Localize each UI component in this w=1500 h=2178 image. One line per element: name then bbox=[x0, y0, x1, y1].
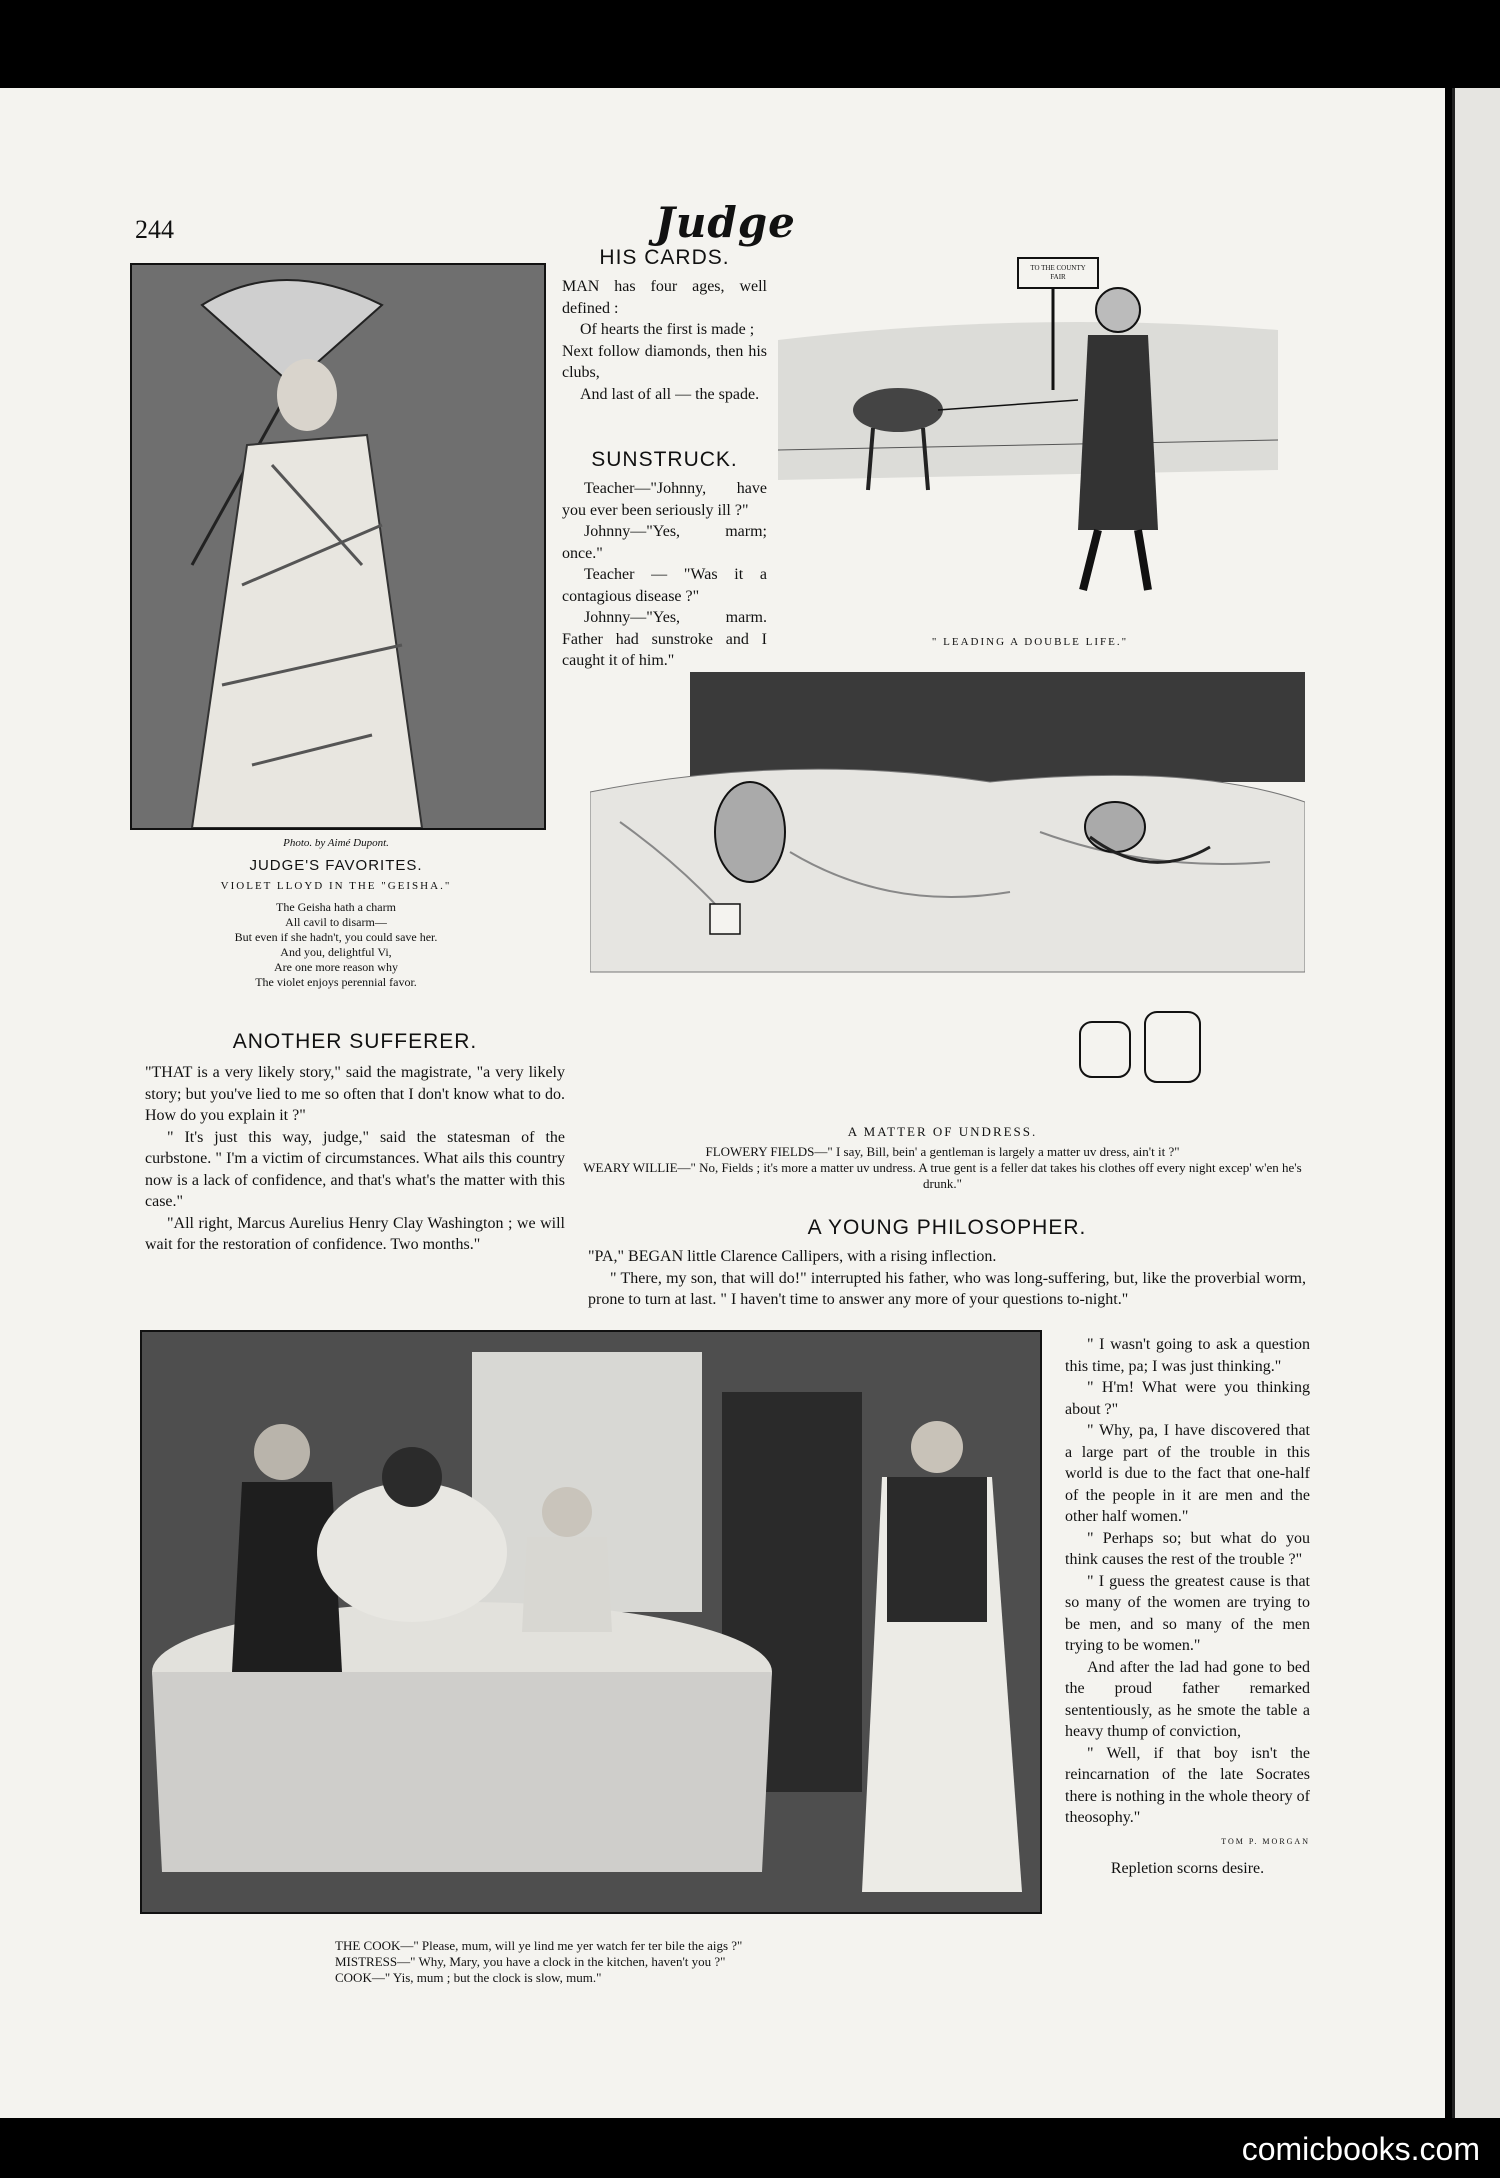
verse-line: All cavil to disarm— bbox=[285, 915, 387, 929]
geisha-illustration bbox=[132, 265, 544, 828]
dialogue-line: COOK—" Yis, mum ; but the clock is slow, mum." bbox=[335, 1970, 602, 1985]
paragraph: " I wasn't going to ask a question this time, pa; I was just thinking." bbox=[1065, 1336, 1310, 1375]
philosopher-intro bbox=[588, 1246, 1306, 1311]
violet-verse bbox=[130, 900, 542, 990]
county-fair-sign: TO THE COUNTY FAIR bbox=[1030, 264, 1086, 281]
poem-line: And last of all — the spade. bbox=[580, 385, 760, 403]
undress-dialogue bbox=[580, 1144, 1305, 1192]
paragraph: "THAT is a very likely story," said the magistrate, "a very likely story; but you've lied to me so often that I don't know what to do. How do you explain it ?" bbox=[145, 1064, 565, 1124]
his-cards-title: HIS CARDS. bbox=[599, 246, 730, 269]
dialogue-line: Teacher — "Was it a contagious disease ?" bbox=[562, 566, 767, 605]
cartoon-double-life bbox=[778, 250, 1278, 625]
dialogue-line: THE COOK—" Please, mum, will ye lind me yer watch fer ter bile the aigs ?" bbox=[335, 1938, 743, 1953]
paragraph: " There, my son, that will do!" interrupted his father, who was long-suffering, but, like the proverbial worm, prone to turn at last. " I haven't time to answer any more of your questions to-night." bbox=[588, 1269, 1306, 1308]
kitchen-dialogue bbox=[335, 1938, 935, 1986]
sunstruck-title: SUNSTRUCK. bbox=[591, 448, 738, 471]
young-philosopher-title: A YOUNG PHILOSOPHER. bbox=[807, 1216, 1087, 1239]
another-sufferer-title: ANOTHER SUFFERER. bbox=[232, 1030, 478, 1053]
repletion-line: Repletion scorns desire. bbox=[1110, 1860, 1265, 1877]
author-credit: TOM P. MORGAN bbox=[1221, 1836, 1310, 1846]
paragraph: " Why, pa, I have discovered that a large part of the trouble in this world is due to the fact that one-half of the people in it are men and the other half women." bbox=[1065, 1422, 1310, 1525]
paragraph: " It's just this way, judge," said the statesman of the curbstone. " I'm a victim of circumstances. What ails this country now is a lack of confidence, and that's what's the matter with this case." bbox=[145, 1128, 565, 1210]
philosopher-column bbox=[1065, 1334, 1310, 1880]
paragraph: " H'm! What were you thinking about ?" bbox=[1065, 1379, 1310, 1418]
paragraph: "PA," BEGAN little Clarence Callipers, with a rising inflection. bbox=[588, 1248, 997, 1265]
verse-line: And you, delightful Vi, bbox=[280, 945, 392, 959]
masthead-logo: Judge bbox=[655, 198, 796, 247]
dialogue-line: Johnny—"Yes, marm. Father had sunstroke and I caught it of him." bbox=[562, 609, 767, 669]
his-cards-poem bbox=[562, 276, 767, 405]
painting-dining-room bbox=[140, 1330, 1042, 1914]
poem-line: Next follow diamonds, then his clubs, bbox=[562, 342, 767, 381]
site-watermark: comicbooks.com bbox=[1241, 2131, 1480, 2167]
next-page-edge bbox=[1452, 88, 1500, 2118]
paragraph: " Well, if that boy isn't the reincarnation of the late Socrates there is nothing in the whole theory of theosophy." bbox=[1065, 1744, 1310, 1826]
page-number: 244 bbox=[135, 215, 174, 244]
dialogue-line: WEARY WILLIE—" No, Fields ; it's more a matter uv undress. A true gent is a feller dat takes his clothes off every night excep' w'en he's drunk." bbox=[583, 1160, 1302, 1191]
paragraph: And after the lad had gone to bed the proud father remarked sententiously, as he smote the table a heavy thump of conviction, bbox=[1065, 1658, 1310, 1740]
matter-of-undress-title: A MATTER OF UNDRESS. bbox=[847, 1124, 1038, 1139]
verse-line: The Geisha hath a charm bbox=[276, 900, 396, 914]
paragraph: "All right, Marcus Aurelius Henry Clay Washington ; we will wait for the restoration of confidence. Two months." bbox=[145, 1214, 565, 1253]
dialogue-line: MISTRESS—" Why, Mary, you have a clock in the kitchen, haven't you ?" bbox=[335, 1954, 726, 1969]
dining-scene-illustration bbox=[142, 1332, 1040, 1912]
tramps-illustration bbox=[590, 672, 1305, 1112]
dialogue-line: Johnny—"Yes, marm; once." bbox=[562, 523, 767, 562]
cartoon-tramps-in-hay bbox=[590, 672, 1305, 1112]
verse-line: The violet enjoys perennial favor. bbox=[255, 975, 417, 989]
violet-lloyd-subtitle: VIOLET LLOYD IN THE "GEISHA." bbox=[220, 880, 452, 892]
paragraph: " I guess the greatest cause is that so many of the women are trying to be men, and so many of the men trying to be women." bbox=[1065, 1572, 1310, 1654]
cartoon-calf-farmer-illustration bbox=[778, 250, 1278, 625]
poem-line: MAN has four ages, well defined : bbox=[562, 278, 767, 317]
dialogue-line: FLOWERY FIELDS—" I say, Bill, bein' a gentleman is largely a matter uv dress, ain't it ?" bbox=[705, 1144, 1180, 1159]
photo-violet-lloyd bbox=[130, 263, 546, 830]
verse-line: But even if she hadn't, you could save her. bbox=[234, 930, 438, 944]
another-sufferer-text bbox=[145, 1062, 565, 1256]
verse-line: Are one more reason why bbox=[274, 960, 398, 974]
photo-credit: Photo. by Aimé Dupont. bbox=[283, 837, 389, 849]
dialogue-line: Teacher—"Johnny, have you ever been seriously ill ?" bbox=[562, 480, 767, 519]
sunstruck-text bbox=[562, 478, 767, 672]
poem-line: Of hearts the first is made ; bbox=[580, 321, 755, 338]
double-life-caption: " LEADING A DOUBLE LIFE." bbox=[931, 636, 1129, 648]
judges-favorites-title: JUDGE'S FAVORITES. bbox=[249, 857, 423, 874]
paragraph: " Perhaps so; but what do you think causes the rest of the trouble ?" bbox=[1065, 1529, 1310, 1568]
